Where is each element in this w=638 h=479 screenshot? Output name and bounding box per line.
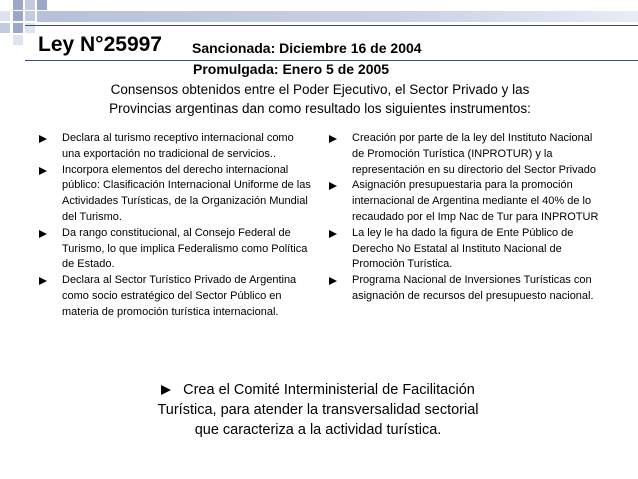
intro-line: Provincias argentinas dan como resultado los siguientes instrumentos: — [109, 101, 531, 116]
final-line: que caracteriza a la actividad turística. — [194, 422, 442, 438]
header-rule-top — [25, 25, 638, 26]
page-title: Ley N°25997 — [38, 33, 162, 56]
list-item-text: La ley le ha dado la figura de Ente Público de Derecho No Estatal al Instituto Nacional de Promoción Turística. — [352, 226, 574, 271]
list-item-text: Declara al turismo receptivo internacional como una exportación no tradicional de servicios.. — [62, 132, 294, 160]
list-item — [38, 226, 312, 273]
right-column-list — [328, 131, 606, 305]
final-line: Crea el Comité Interministerial de Facilitación — [183, 382, 475, 398]
bullet-icon — [39, 277, 47, 285]
list-item — [328, 178, 606, 225]
list-item — [328, 226, 606, 273]
final-line: Turística, para atender la transversalidad sectorial — [157, 402, 479, 418]
promulgada-date: Promulgada: Enero 5 de 2005 — [193, 61, 390, 77]
intro-text — [90, 80, 550, 118]
list-item-text: Programa Nacional de Inversiones Turísticas con asignación de recursos del presupuesto nacional. — [352, 274, 594, 302]
bullet-icon — [329, 182, 337, 190]
list-item — [38, 163, 312, 226]
left-column-list — [38, 131, 312, 321]
list-item-text: Declara al Sector Turístico Privado de Argentina como socio estratégico del Sector Público en materia de promoción turística internacional. — [62, 274, 297, 318]
bullet-icon — [329, 230, 337, 238]
list-item — [38, 273, 312, 320]
bullet-icon — [161, 385, 171, 395]
list-item — [328, 273, 606, 305]
list-item-text: Creación por parte de la ley del Instituto Nacional de Promoción Turística (INPROTUR) y la representación en su directorio del Sector Privado — [352, 132, 596, 176]
bullet-icon — [39, 230, 47, 238]
sancionada-date: Sancionada: Diciembre 16 de 2004 — [192, 40, 422, 56]
bullet-icon — [39, 167, 47, 175]
list-item-text: Incorpora elementos del derecho internacional público: Clasificación Internacional Uniforme de las Actividades Turísticas, de la Organización Mundial del Turismo. — [62, 163, 311, 223]
list-item — [328, 131, 606, 178]
bullet-icon — [329, 135, 337, 143]
header-bar — [37, 11, 638, 22]
final-statement — [98, 380, 538, 440]
intro-line: Consensos obtenidos entre el Poder Ejecutivo, el Sector Privado y las — [110, 82, 530, 97]
list-item-text: Da rango constitucional, al Consejo Federal de Turismo, lo que implica Federalismo como Política de Estado. — [62, 226, 308, 271]
list-item-text: Asignación presupuestaria para la promoción internacional de Argentina mediante el 40% de lo recaudado por el Imp Nac de Tur para INPROTUR — [352, 179, 599, 223]
list-item — [38, 131, 312, 163]
bullet-icon — [39, 135, 47, 143]
bullet-icon — [329, 277, 337, 285]
